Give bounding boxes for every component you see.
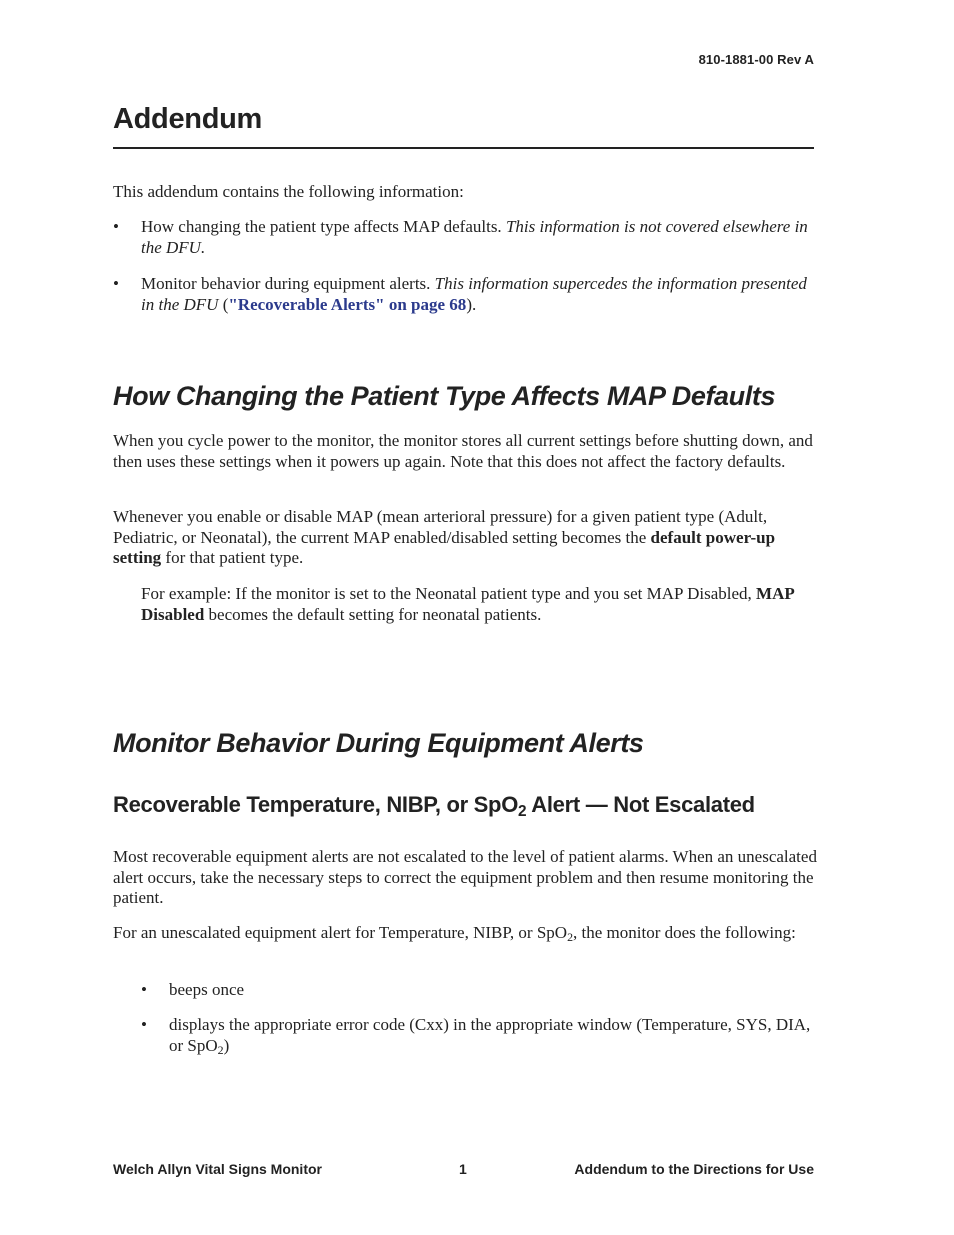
- footer-product-name: Welch Allyn Vital Signs Monitor: [113, 1161, 322, 1177]
- subsection-heading-recoverable-alert: [113, 792, 755, 818]
- page-title: Addendum: [113, 103, 263, 135]
- bullet-icon: •: [141, 980, 147, 999]
- action-bullet-error-code: [141, 1015, 818, 1056]
- document-number: 810-1881-00 Rev A: [698, 52, 814, 67]
- example-paragraph: [141, 584, 821, 625]
- bullet-note: This information supercedes the information presented in the DFU: [141, 274, 807, 314]
- section-heading-equipment-alerts: Monitor Behavior During Equipment Alerts: [113, 728, 644, 758]
- footer-page-number: 1: [459, 1161, 467, 1177]
- intro-bullet-1: [113, 217, 818, 258]
- bullet-main-text: How changing the patient type affects MAP defaults.: [141, 217, 506, 236]
- monitor-does-text: For an unescalated equipment alert for Temperature, NIBP, or SpO: [113, 923, 568, 942]
- monitor-does-text-end: , the monitor does the following:: [573, 923, 796, 942]
- map-setting-text-end: for that patient type.: [161, 548, 304, 567]
- map-setting-text: Whenever you enable or disable MAP (mean arterioral pressure) for a given patient type (Adult, Pediatric, or Neonatal), the current MAP enabled/disabled setting becomes the: [113, 507, 768, 547]
- recoverable-alerts-link[interactable]: "Recoverable Alerts" on page 68: [228, 294, 467, 314]
- bullet-icon: •: [113, 274, 119, 293]
- default-power-up-setting-term: default power-up setting: [113, 527, 776, 567]
- power-cycle-paragraph: When you cycle power to the monitor, the monitor stores all current settings before shutting down, and then uses these settings when it powers up again. Note that this does not affect the factory defaults.: [113, 431, 813, 471]
- unescalated-alert-paragraph: Most recoverable equipment alerts are not escalated to the level of patient alarms. When an unescalated alert occurs, take the necessary steps to correct the equipment problem and then resume monitoring the patient.: [113, 847, 817, 907]
- example-text-end: becomes the default setting for neonatal patients.: [204, 604, 542, 624]
- paren-open: (: [218, 294, 229, 314]
- bullet-icon: •: [113, 217, 119, 236]
- subheading-text: Recoverable Temperature, NIBP, or SpO: [113, 792, 519, 817]
- bullet-main-text: Monitor behavior during equipment alerts.: [141, 274, 435, 293]
- error-code-text: displays the appropriate error code (Cxx) in the appropriate window (Temperature, SYS, DIA, or SpO: [169, 1015, 811, 1055]
- subscript: 2: [567, 929, 574, 944]
- subscript: 2: [217, 1042, 224, 1057]
- paren-close: ).: [466, 294, 477, 314]
- monitor-does-paragraph: [113, 923, 818, 944]
- bullet-text: beeps once: [169, 980, 245, 999]
- section-heading-map-defaults: How Changing the Patient Type Affects MAP Defaults: [113, 381, 776, 411]
- bullet-note: This information is not covered elsewhere in the DFU.: [141, 217, 808, 257]
- map-setting-paragraph: [113, 507, 818, 569]
- action-bullet-beeps: [141, 980, 818, 1001]
- map-disabled-term: MAP Disabled: [141, 584, 794, 624]
- bullet-text: [169, 1015, 818, 1056]
- intro-paragraph: This addendum contains the following information:: [113, 182, 464, 201]
- subheading-text-end: Alert — Not Escalated: [526, 792, 755, 817]
- error-code-text-end: ): [223, 1035, 230, 1055]
- subscript: 2: [518, 802, 527, 820]
- bullet-icon: •: [141, 1015, 147, 1034]
- bullet-text: [141, 217, 818, 258]
- bullet-text: [141, 274, 818, 315]
- example-text: For example: If the monitor is set to the Neonatal patient type and you set MAP Disabled,: [141, 584, 757, 603]
- intro-bullet-2: [113, 274, 818, 315]
- footer-document-title: Addendum to the Directions for Use: [574, 1161, 814, 1177]
- title-divider: [113, 147, 814, 149]
